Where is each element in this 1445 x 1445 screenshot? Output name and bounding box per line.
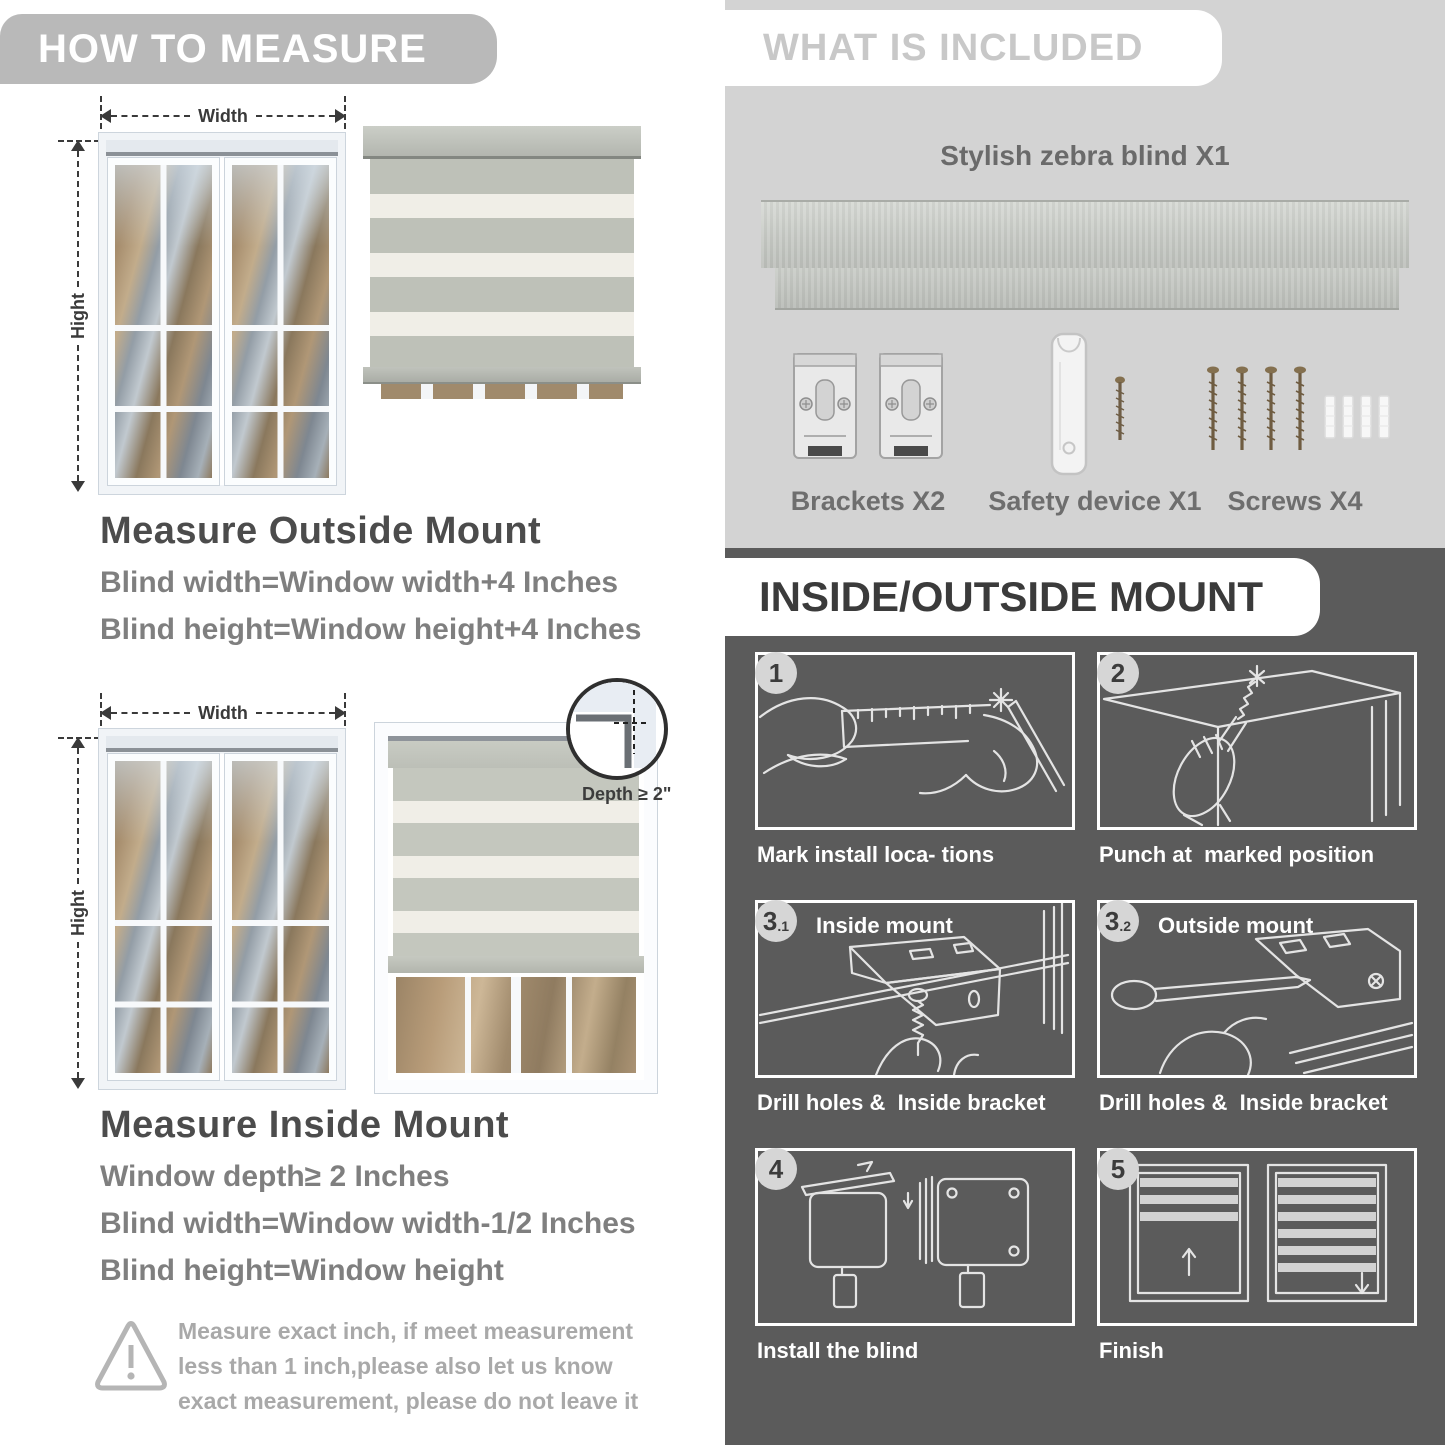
screws-label: Screws X4 <box>1227 486 1363 516</box>
blind-cassette <box>363 126 641 159</box>
width-label: Width <box>198 105 248 126</box>
finish-art <box>1100 1151 1414 1323</box>
step-illustration <box>755 1148 1075 1326</box>
window-illustration-outside <box>98 132 346 495</box>
mount-header: INSIDE/OUTSIDE MOUNT <box>725 558 1320 636</box>
depth-label: Depth ≥ 2" <box>582 784 672 804</box>
step-number-badge <box>755 1148 797 1190</box>
measure-mark-art <box>758 655 1072 827</box>
window-door <box>108 158 219 485</box>
inside-mount-line: Blind width=Window width-1/2 Inches <box>100 1207 636 1240</box>
step-caption: Finish <box>1099 1338 1164 1363</box>
step-number: 4 <box>768 1153 784 1184</box>
headrail-lip <box>775 268 1399 310</box>
dashed-line <box>77 345 79 481</box>
window-top-frame <box>106 140 338 156</box>
mount-step-5 <box>1097 1148 1417 1396</box>
step-illustration <box>755 652 1075 830</box>
step-caption: Drill holes & Inside bracket <box>757 1090 1046 1115</box>
window-door <box>225 158 336 485</box>
step-caption: Mark install loca- tions <box>757 842 995 867</box>
width-label: Width <box>198 702 248 723</box>
included-item-safety-device <box>987 332 1203 517</box>
blind-bottom-rail <box>363 367 641 384</box>
step-illustration <box>1097 652 1417 830</box>
mount-step-3-1 <box>755 900 1075 1148</box>
included-item-brackets <box>773 332 963 517</box>
inside-mount-line: Blind height=Window height <box>100 1254 504 1287</box>
dashed-line <box>77 748 79 884</box>
what-is-included-header: WHAT IS INCLUDED <box>725 10 1222 86</box>
warning-triangle-icon <box>92 1318 170 1399</box>
mount-step-2 <box>1097 652 1417 900</box>
measure-warning-text: Measure exact inch, if meet measurement less than 1 inch,please also let us know exact measurement, please do not leave it <box>178 1318 639 1414</box>
step-title: Inside mount <box>816 913 953 938</box>
step-number-sub: .2 <box>1119 918 1132 934</box>
height-arrow <box>67 140 88 492</box>
height-label: Hight <box>67 293 88 339</box>
safety-device-label: Safety device X1 <box>988 486 1202 516</box>
height-label: Hight <box>67 890 88 936</box>
mount-steps-grid <box>755 652 1417 1396</box>
product-label: Stylish zebra blind X1 <box>940 140 1230 171</box>
how-to-measure-header: HOW TO MEASURE <box>0 14 497 84</box>
step-caption: Drill holes & Inside bracket <box>1099 1090 1388 1115</box>
step-number-sub: .1 <box>777 918 790 934</box>
dashed-line <box>256 712 335 714</box>
what-is-included-panel <box>725 0 1445 548</box>
outside-mount-title: Measure Outside Mount <box>100 510 542 552</box>
dashed-line <box>111 712 190 714</box>
step-number: 3 <box>1104 905 1120 936</box>
dashed-line <box>77 151 79 287</box>
window-doors <box>108 158 336 485</box>
step-number: 5 <box>1110 1153 1126 1184</box>
step-number-badge <box>1097 1148 1139 1190</box>
window-sliver <box>381 384 623 399</box>
dashed-line <box>111 115 190 117</box>
dashed-line <box>256 115 335 117</box>
window-lower-panes <box>396 977 636 1073</box>
step-caption: Install the blind <box>757 1338 919 1363</box>
included-item-screws <box>1187 332 1403 517</box>
step-number-badge <box>755 652 797 694</box>
window-doors <box>108 754 336 1080</box>
window-illustration-inside <box>98 728 346 1090</box>
mount-steps-panel <box>725 548 1445 1445</box>
screws-icon <box>1187 332 1403 478</box>
step-number: 2 <box>1110 657 1126 688</box>
step-number-badge <box>1097 900 1139 942</box>
blind-stripes <box>370 159 634 367</box>
mount-step-4 <box>755 1148 1075 1396</box>
brackets-icon <box>773 332 963 478</box>
brackets-label: Brackets X2 <box>790 486 946 516</box>
step-number: 1 <box>768 657 784 688</box>
arrow-tick <box>58 140 100 142</box>
step-title: Outside mount <box>1158 913 1314 938</box>
step-number-badge <box>1097 652 1139 694</box>
step-number-badge <box>755 900 797 942</box>
inside-mount-title: Measure Inside Mount <box>100 1104 510 1146</box>
drill-art <box>1100 655 1414 827</box>
width-arrow <box>100 105 346 126</box>
step-illustration <box>1097 1148 1417 1326</box>
inside-mount-text <box>100 1104 636 1288</box>
blind-bottom-rail <box>388 956 644 973</box>
outside-mount-line: Blind width=Window width+4 Inches <box>100 566 619 599</box>
safety-device-icon <box>987 332 1203 478</box>
step-illustration <box>755 900 1075 1078</box>
arrow-tick <box>58 737 100 739</box>
headrail-top <box>761 200 1409 268</box>
dashed-line <box>77 942 79 1078</box>
arrow-down-icon <box>71 1078 85 1089</box>
mount-step-1 <box>755 652 1075 900</box>
mount-step-3-2 <box>1097 900 1417 1148</box>
depth-magnifier-icon <box>566 678 668 780</box>
window-door <box>225 754 336 1080</box>
window-door <box>108 754 219 1080</box>
inside-mount-line: Window depth≥ 2 Inches <box>100 1160 450 1193</box>
step-caption: Punch at marked position <box>1099 842 1375 867</box>
window-top-frame <box>106 736 338 752</box>
zebra-blind-illustration <box>363 126 641 399</box>
step-illustration <box>1097 900 1417 1078</box>
install-blind-art <box>758 1151 1072 1323</box>
width-arrow <box>100 702 346 723</box>
blind-headrail-illustration <box>761 200 1409 310</box>
height-arrow <box>67 737 88 1089</box>
outside-mount-text <box>100 510 641 647</box>
arrow-down-icon <box>71 481 85 492</box>
step-number: 3 <box>762 905 778 936</box>
outside-mount-line: Blind height=Window height+4 Inches <box>100 613 642 646</box>
